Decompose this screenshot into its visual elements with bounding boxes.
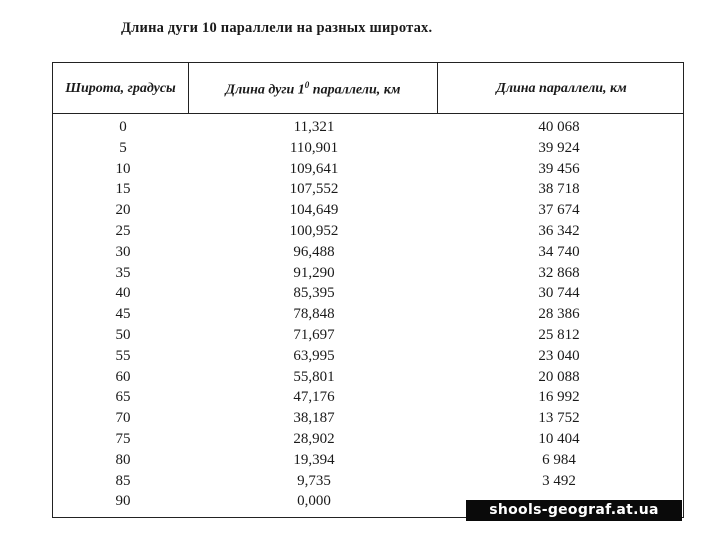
arc-length-cell: 100,952 [289, 222, 339, 239]
latitude-cell: 60 [115, 368, 131, 385]
latitude-cell: 70 [115, 410, 131, 427]
latitude-cell: 35 [115, 264, 131, 281]
parallel-length-cell: 20 088 [538, 368, 580, 385]
latitude-cell: 15 [115, 181, 131, 198]
arc-length-cell: 28,902 [293, 430, 335, 447]
latitude-cell: 50 [115, 326, 131, 343]
arc-length-cell: 0,000 [297, 493, 331, 510]
header-underline [53, 113, 683, 114]
latitude-cell: 10 [115, 160, 131, 177]
parallel-length-cell: 30 744 [538, 285, 580, 302]
parallel-length-cell: 3 492 [542, 472, 576, 489]
table-row [53, 346, 683, 367]
table-row [53, 367, 683, 388]
parallel-length-cell: 25 812 [538, 326, 580, 343]
table-row [53, 159, 683, 180]
parallel-length-cell: 6 984 [542, 451, 576, 468]
parallel-length-cell: 38 718 [538, 181, 580, 198]
table-row [53, 304, 683, 325]
latitude-cell: 85 [115, 472, 131, 489]
latitude-cell: 90 [115, 493, 131, 510]
page-title: Длина дуги 10 параллели на разных широтах. [121, 20, 433, 36]
parallel-length-cell: 23 040 [538, 347, 580, 364]
table-row [53, 450, 683, 471]
table-row [53, 138, 683, 159]
header-arc-suffix: параллели, км [309, 82, 401, 98]
arc-length-cell: 85,395 [293, 285, 335, 302]
latitude-cell: 40 [115, 285, 131, 302]
latitude-cell: 80 [115, 451, 131, 468]
parallel-length-cell: 32 868 [538, 264, 580, 281]
arc-length-cell: 55,801 [293, 368, 335, 385]
header-parallel-length: Длина параллели, км [496, 80, 627, 96]
arc-length-cell: 78,848 [293, 306, 335, 323]
parallel-length-cell: 40 068 [538, 119, 580, 135]
arc-length-cell: 71,697 [293, 326, 335, 343]
table-row [53, 221, 683, 242]
arc-length-cell: 9,735 [297, 472, 331, 489]
parallel-length-cell: 37 674 [538, 202, 580, 219]
arc-length-cell: 63,995 [293, 347, 335, 364]
latitude-cell: 45 [115, 306, 131, 323]
latitude-cell: 5 [119, 139, 127, 156]
latitude-cell: 75 [115, 430, 131, 447]
header-latitude: Широта, градусы [65, 80, 176, 96]
latitude-cell: 25 [115, 222, 131, 239]
table-row [53, 179, 683, 200]
arc-length-cell: 107,552 [289, 181, 339, 198]
table-row [53, 471, 683, 492]
header-divider [437, 63, 438, 113]
arc-length-cell: 104,649 [289, 202, 339, 219]
watermark: shools-geograf.at.ua [466, 500, 682, 521]
data-table [52, 62, 684, 518]
header-divider [188, 63, 189, 113]
header-arc-degree: 0 [304, 80, 310, 91]
parallel-length-cell: 13 752 [538, 410, 580, 427]
latitude-cell: 0 [119, 119, 127, 135]
header-arc-prefix: Длина дуги 1 [225, 82, 305, 98]
header-arc-length [189, 63, 437, 113]
table-row [53, 325, 683, 346]
parallel-length-cell: 28 386 [538, 306, 580, 323]
table-row [53, 263, 683, 284]
table-row [53, 242, 683, 263]
table-row [53, 117, 683, 138]
parallel-length-cell: 36 342 [538, 222, 580, 239]
table-row [53, 200, 683, 221]
table-row [53, 429, 683, 450]
arc-length-cell: 11,321 [293, 119, 335, 135]
arc-length-cell: 96,488 [293, 243, 335, 260]
arc-length-cell: 47,176 [293, 389, 335, 406]
parallel-length-cell: 39 924 [538, 139, 580, 156]
parallel-length-cell: 10 404 [538, 430, 580, 447]
latitude-cell: 20 [115, 202, 131, 219]
arc-length-cell: 91,290 [293, 264, 335, 281]
parallel-length-cell: 16 992 [538, 389, 580, 406]
arc-length-cell: 38,187 [293, 410, 335, 427]
latitude-cell: 55 [115, 347, 131, 364]
arc-length-cell: 19,394 [293, 451, 335, 468]
table-row [53, 283, 683, 304]
latitude-cell: 30 [115, 243, 131, 260]
latitude-cell: 65 [115, 389, 131, 406]
arc-length-cell: 109,641 [289, 160, 339, 177]
table-body [53, 117, 683, 512]
parallel-length-cell: 34 740 [538, 243, 580, 260]
parallel-length-cell: 39 456 [538, 160, 580, 177]
table-row [53, 387, 683, 408]
table-row [53, 408, 683, 429]
arc-length-cell: 110,901 [289, 139, 339, 156]
